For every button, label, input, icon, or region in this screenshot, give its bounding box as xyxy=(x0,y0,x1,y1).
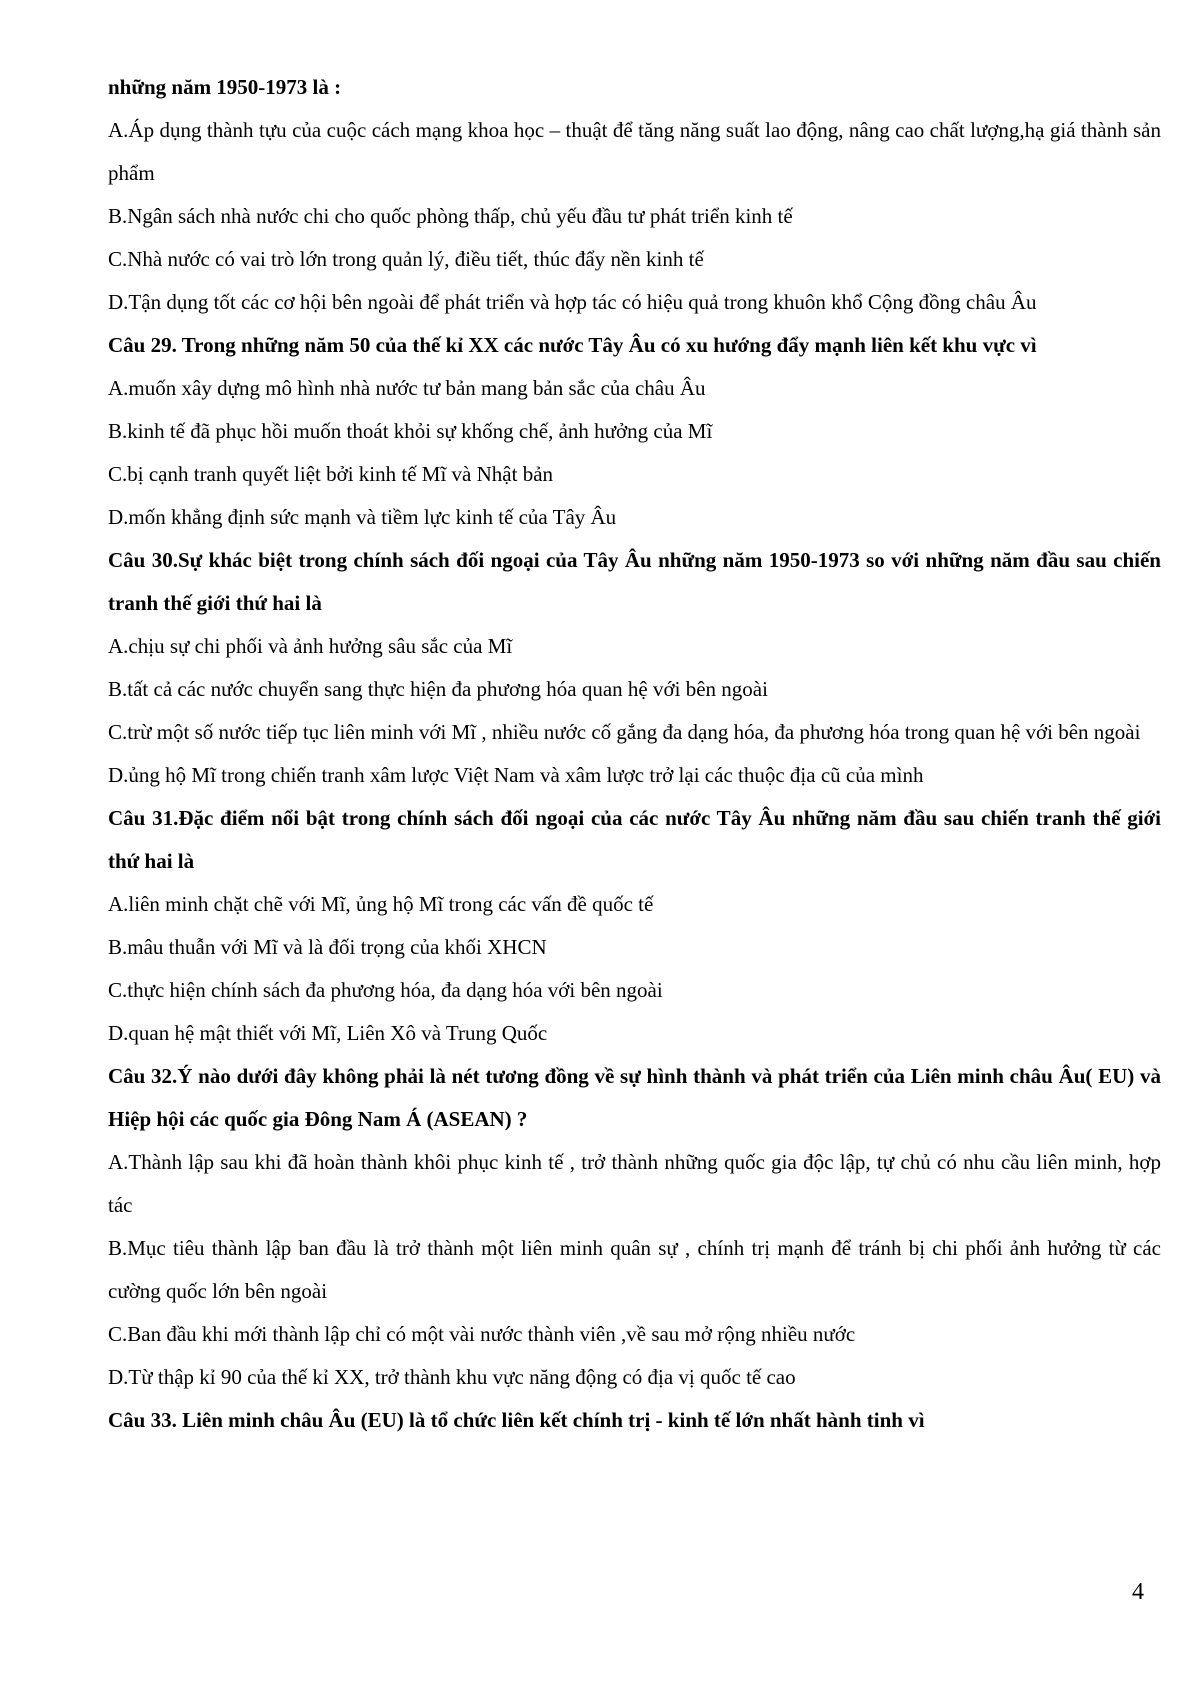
answer-option: A.muốn xây dựng mô hình nhà nước tư bản mang bản sắc của châu Âu xyxy=(108,376,706,400)
question-title: Câu 29. Trong những năm 50 của thế kỉ XX các nước Tây Âu có xu hướng đẩy mạnh liên kết khu vực vì xyxy=(108,333,1037,357)
answer-option: C.thực hiện chính sách đa phương hóa, đa dạng hóa với bên ngoài xyxy=(108,978,663,1002)
answer-option: B.tất cả các nước chuyển sang thực hiện đa phương hóa quan hệ với bên ngoài xyxy=(108,677,768,701)
answer-option: B.kinh tế đã phục hồi muốn thoát khỏi sự khống chế, ảnh hưởng của Mĩ xyxy=(108,419,713,443)
answer-option: D.ủng hộ Mĩ trong chiến tranh xâm lược Việt Nam và xâm lược trở lại các thuộc địa cũ của mình xyxy=(108,763,924,787)
question-title: Câu 33. Liên minh châu Âu (EU) là tổ chức liên kết chính trị - kinh tế lớn nhất hành tinh vì xyxy=(108,1408,925,1432)
question-title: Câu 30.Sự khác biệt trong chính sách đối ngoại của Tây Âu những năm 1950-1973 so với những năm đầu sau chiến tranh thế giới thứ hai là xyxy=(108,548,1161,615)
answer-option: D.Tận dụng tốt các cơ hội bên ngoài để phát triển và hợp tác có hiệu quả trong khuôn khổ Cộng đồng châu Âu xyxy=(108,290,1037,314)
answer-option: D.Từ thập kỉ 90 của thế kỉ XX, trở thành khu vực năng động có địa vị quốc tế cao xyxy=(108,1365,796,1389)
question-title: Câu 32.Ý nào dưới đây không phải là nét tương đồng về sự hình thành và phát triển của Liên minh châu Âu( EU) và Hiệp hội các quốc gia Đông Nam Á (ASEAN) ? xyxy=(108,1064,1161,1131)
answer-option: B.Ngân sách nhà nước chi cho quốc phòng thấp, chủ yếu đầu tư phát triển kinh tế xyxy=(108,204,793,228)
answer-option: A.Áp dụng thành tựu của cuộc cách mạng khoa học – thuật để tăng năng suất lao động, nâng cao chất lượng,hạ giá thành sản phẩm xyxy=(108,118,1161,185)
answer-option: C.Nhà nước có vai trò lớn trong quản lý, điều tiết, thúc đẩy nền kinh tế xyxy=(108,247,704,271)
question-title: Câu 31.Đặc điểm nổi bật trong chính sách đối ngoại của các nước Tây Âu những năm đầu sau chiến tranh thế giới thứ hai là xyxy=(108,806,1161,873)
answer-option: B.mâu thuẫn với Mĩ và là đối trọng của khối XHCN xyxy=(108,935,547,959)
page-content xyxy=(108,66,1161,1442)
answer-option: C.trừ một số nước tiếp tục liên minh với Mĩ , nhiều nước cố gắng đa dạng hóa, đa phương hóa trong quan hệ với bên ngoài xyxy=(108,720,1141,744)
answer-option: A.liên minh chặt chẽ với Mĩ, ủng hộ Mĩ trong các vấn đề quốc tế xyxy=(108,892,654,916)
answer-option: A.chịu sự chi phối và ảnh hưởng sâu sắc của Mĩ xyxy=(108,634,513,658)
answer-option: B.Mục tiêu thành lập ban đầu là trở thành một liên minh quân sự , chính trị mạnh để tránh bị chi phối ảnh hưởng từ các cường quốc lớn bên ngoài xyxy=(108,1236,1161,1303)
answer-option: C.Ban đầu khi mới thành lập chỉ có một vài nước thành viên ,về sau mở rộng nhiều nước xyxy=(108,1322,856,1346)
answer-option: A.Thành lập sau khi đã hoàn thành khôi phục kinh tế , trở thành những quốc gia độc lập, tự chủ có nhu cầu liên minh, hợp tác xyxy=(108,1150,1161,1217)
question-continuation: những năm 1950-1973 là : xyxy=(108,75,342,99)
page-number: 4 xyxy=(1132,1579,1144,1605)
answer-option: D.quan hệ mật thiết với Mĩ, Liên Xô và Trung Quốc xyxy=(108,1021,548,1045)
answer-option: D.mốn khẳng định sức mạnh và tiềm lực kinh tế của Tây Âu xyxy=(108,505,617,529)
answer-option: C.bị cạnh tranh quyết liệt bởi kinh tế Mĩ và Nhật bản xyxy=(108,462,554,486)
